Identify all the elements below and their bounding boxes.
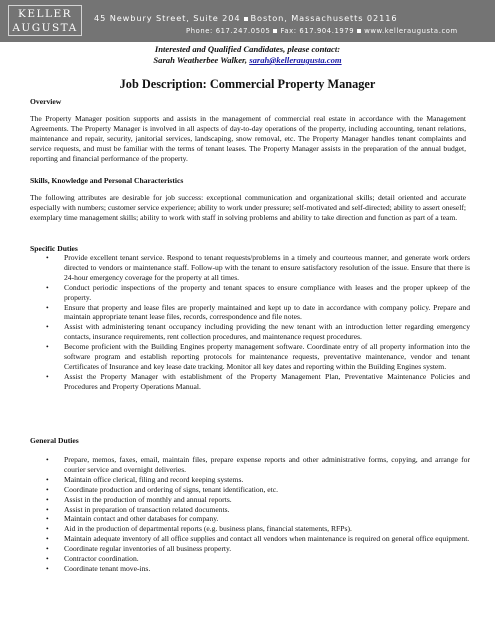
specific-duties-list: [30, 253, 470, 392]
skills-heading: Skills, Knowledge and Personal Characteristics: [30, 176, 184, 185]
city-state: Boston, Massachusetts 02116: [250, 13, 398, 23]
contact-intro: Interested and Qualified Candidates, please contact:: [154, 44, 341, 54]
logo-line-2: AUGUSTA: [12, 22, 78, 34]
list-item: • Assist in preparation of transaction related documents.: [30, 505, 470, 515]
square-bullet-icon: [244, 17, 248, 21]
letterhead-address-line: [94, 13, 489, 23]
general-duties-heading: General Duties: [30, 436, 79, 445]
list-item: • Maintain contact and other databases for company.: [30, 514, 470, 524]
list-item: • Aid in the production of departmental reports (e.g. business plans, financial statements, RFPs).: [30, 524, 470, 534]
list-item: • Maintain adequate inventory of all office supplies and contact all vendors when maintenance is required on general office equipment.: [30, 534, 470, 544]
list-item: • Provide excellent tenant service. Respond to tenant requests/problems in a timely and courteous manner, and generate work orders directed to vendors or maintenance staff. Follow-up with the tenant to ensure satisfactory resolution of the issue. Ensure that there is 24-hour emergency coverage for the property at all times.: [30, 253, 470, 283]
list-item: • Coordinate tenant move-ins.: [30, 564, 470, 574]
overview-paragraph: The Property Manager position supports and assists in the management of commercial real estate in accordance with the Management Agreements. The Property Manager is involved in all aspects of day-to-day operations of the property, including accounting, tenant relations, maintenance and repair, security, janitorial services, landscaping, snow removal, etc. The Property Manager handles tenant complaints and service requests, and must be familiar with the terms of tenant leases. The Property Manager assists in the preparation of the annual budget, reporting and financial performance of the property.: [30, 114, 466, 163]
list-item: • Coordinate production and ordering of signs, tenant identification, etc.: [30, 485, 470, 495]
list-item: • Conduct periodic inspections of the property and tenant spaces to ensure compliance with leases and the proper upkeep of the property.: [30, 283, 470, 303]
list-item: • Prepare, memos, faxes, email, maintain files, prepare expense reports and other administrative forms, copying, and arrange for courier service and overnight deliveries.: [30, 455, 470, 475]
letterhead-contact-line: [186, 27, 491, 35]
street-address: 45 Newbury Street, Suite 204: [94, 13, 241, 23]
square-bullet-icon: [273, 29, 277, 33]
phone-number: Phone: 617.247.0505: [186, 27, 271, 35]
contact-line: [0, 55, 495, 66]
list-item: • Assist in the production of monthly and annual reports.: [30, 495, 470, 505]
list-item: • Ensure that property and lease files are properly maintained and kept up to date in accordance with company policy. Prepare and maintain appropriate tenant lease files, records, correspondence and file notes.: [30, 303, 470, 323]
list-item: • Maintain office clerical, filing and record keeping systems.: [30, 475, 470, 485]
list-item: • Become proficient with the Building Engines property management software. Coordinate entry of all property information into the software program and establish reporting protocols for maintenance requests, preventative maintenance, vendor and tenant Certificates of Insurance and key lease date tracking. Monitor all key dates and reporting within the Building Engines system.: [30, 342, 470, 372]
list-item: • Contractor coordination.: [30, 554, 470, 564]
square-bullet-icon: [357, 29, 361, 33]
fax-number: Fax: 617.904.1979: [280, 27, 355, 35]
logo-line-1: KELLER: [17, 8, 73, 20]
company-logo: [8, 5, 82, 36]
document-title: Job Description: Commercial Property Manager: [119, 77, 376, 91]
contact-name: Sarah Weatherbee Walker,: [153, 55, 250, 65]
list-item: • Assist the Property Manager with establishment of the Property Management Plan, Preventative Maintenance Policies and Procedures and Property Operations Manual.: [30, 372, 470, 392]
letterhead-banner: [0, 0, 495, 42]
contact-email-link[interactable]: sarah@kelleraugusta.com: [249, 55, 342, 65]
list-item: • Coordinate regular inventories of all business property.: [30, 544, 470, 554]
general-duties-list: [30, 455, 470, 574]
overview-heading: Overview: [30, 97, 62, 106]
skills-paragraph: The following attributes are desirable for job success: exceptional communication and organizational skills; detail oriented and accurate especially with numbers; customer service experience; ability to work under pressure; self-motivated and self-directed; ability to assert oneself; exemplary time management skills; ability to work with staff in solving problems and ability to take direction and function as part of a team.: [30, 193, 466, 222]
specific-duties-heading: Specific Duties: [30, 244, 78, 253]
website: www.kelleraugusta.com: [364, 27, 458, 35]
list-item: • Assist with administering tenant occupancy including providing the new tenant with an introduction letter regarding emergency contacts, insurance requirements, rent collection procedures, and maintenance request procedures.: [30, 322, 470, 342]
